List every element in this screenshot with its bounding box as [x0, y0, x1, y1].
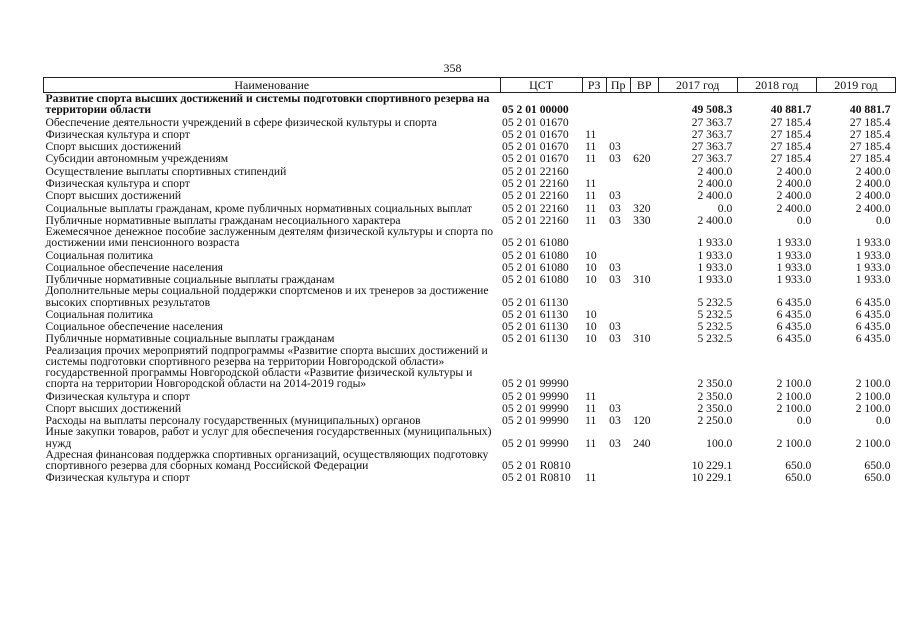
- table-header: [44, 78, 896, 93]
- row-rz: 10: [585, 248, 597, 261]
- row-vr: [630, 389, 658, 401]
- row-2017: 49 508.3: [691, 103, 733, 116]
- row-name: Спорт высших достижений: [45, 189, 182, 202]
- row-2019: 27 185.4: [849, 140, 891, 153]
- row-cst: 05 2 01 R0810: [502, 458, 571, 472]
- table-row: [44, 177, 896, 189]
- table-row: [44, 345, 896, 390]
- row-2019: 1 933.0: [855, 236, 891, 249]
- row-2019: 2 100.0: [855, 401, 891, 415]
- row-2017: 2 400.0: [697, 176, 733, 190]
- row-2017: 5 232.5: [697, 332, 733, 345]
- header-2018: 2018 год: [737, 78, 816, 93]
- table-row: [44, 201, 896, 213]
- row-cst: 05 2 01 22160: [502, 189, 569, 202]
- page-number: 358: [443, 61, 462, 75]
- row-cst: 05 2 01 00000: [502, 103, 569, 116]
- row-pr: [606, 128, 630, 140]
- row-2018: 6 435.0: [776, 320, 812, 333]
- row-2018: 0.0: [796, 414, 812, 427]
- row-2019: 2 400.0: [855, 164, 891, 177]
- table-row: [44, 93, 896, 116]
- row-pr: 03: [609, 260, 621, 274]
- row-vr: [630, 402, 658, 414]
- row-vr: 310: [633, 273, 651, 286]
- row-2018: 40 881.7: [770, 103, 812, 116]
- row-2019: 27 185.4: [849, 115, 891, 128]
- row-vr: 620: [633, 152, 651, 165]
- row-rz: 11: [585, 176, 597, 190]
- row-rz: 10: [585, 273, 597, 286]
- row-rz: 11: [585, 414, 597, 427]
- row-pr: 03: [609, 152, 621, 165]
- row-2017: 1 933.0: [697, 273, 733, 286]
- row-rz: [582, 285, 606, 307]
- row-2017: 5 232.5: [697, 307, 733, 321]
- row-2017: 2 350.0: [697, 401, 733, 415]
- row-rz: 11: [585, 152, 597, 165]
- row-2018: 1 933.0: [776, 260, 812, 274]
- row-rz: 11: [585, 401, 597, 415]
- row-pr: 03: [609, 189, 621, 202]
- row-2017: 0.0: [717, 201, 733, 214]
- table-row: [44, 214, 896, 226]
- row-name: Социальная политика: [45, 307, 154, 321]
- row-2017: 1 933.0: [697, 236, 733, 249]
- row-2018: 1 933.0: [776, 273, 812, 286]
- row-2017: 2 250.0: [697, 414, 733, 427]
- row-name: Обеспечение деятельности учреждений в сфере физической культуры и спорта: [45, 115, 437, 128]
- row-2019: 1 933.0: [855, 260, 891, 274]
- row-name: Субсидии автономным учреждениям: [45, 152, 229, 165]
- row-vr: [630, 471, 658, 483]
- row-pr: [606, 389, 630, 401]
- row-rz: 11: [585, 189, 597, 202]
- table-row: [44, 285, 896, 307]
- row-cst: 05 2 01 22160: [502, 176, 569, 190]
- row-2019: 1 933.0: [855, 248, 891, 261]
- table-row: [44, 471, 896, 483]
- row-2019: 6 435.0: [855, 320, 891, 333]
- row-cst: 05 2 01 22160: [502, 213, 569, 227]
- row-2017: 1 933.0: [697, 248, 733, 261]
- row-cst: 05 2 01 01670: [502, 152, 569, 165]
- row-2017: 27 363.7: [691, 152, 733, 165]
- row-2019: 2 400.0: [855, 176, 891, 190]
- row-pr: [606, 93, 630, 116]
- table-row: [44, 140, 896, 152]
- row-name: Социальные выплаты гражданам, кроме публичных нормативных социальных выплат: [45, 201, 472, 214]
- row-rz: 10: [585, 260, 597, 274]
- row-vr: 240: [633, 436, 651, 449]
- row-cst: 05 2 01 01670: [502, 140, 569, 153]
- table-row: [44, 261, 896, 273]
- row-2018: 2 400.0: [776, 201, 812, 214]
- row-name: Публичные нормативные социальные выплаты гражданам: [45, 332, 335, 345]
- row-rz: 10: [585, 307, 597, 321]
- table-row: [44, 389, 896, 401]
- row-cst: 05 2 01 61080: [502, 260, 569, 274]
- header-2017: 2017 год: [658, 78, 737, 93]
- header-cst: ЦСТ: [500, 78, 582, 93]
- row-rz: 10: [585, 332, 597, 345]
- row-vr: [630, 449, 658, 471]
- row-name: Расходы на выплаты персоналу государственных (муниципальных) органов: [45, 414, 421, 427]
- row-vr: [630, 177, 658, 189]
- row-2017: 10 229.1: [691, 471, 733, 484]
- row-2017: 2 350.0: [697, 377, 733, 390]
- row-cst: 05 2 01 61080: [502, 236, 569, 249]
- row-name: Развитие спорта высших достижений и системы подготовки спортивного резерва на территории области: [45, 92, 490, 116]
- row-2018: 27 185.4: [770, 127, 812, 140]
- row-2019: 650.0: [864, 458, 891, 472]
- row-2019: 2 100.0: [855, 436, 891, 449]
- row-pr: 03: [609, 213, 621, 227]
- row-vr: [630, 115, 658, 127]
- row-pr: 03: [609, 414, 621, 427]
- table-row: [44, 273, 896, 285]
- row-name: Ежемесячное денежное пособие заслуженным деятелям физической культуры и спорта по достижении ими пенсионного возраста: [45, 226, 494, 249]
- row-rz: 11: [585, 201, 597, 214]
- table-row: [44, 402, 896, 414]
- row-2018: 6 435.0: [776, 295, 812, 308]
- row-name: Физическая культура и спорт: [45, 176, 190, 190]
- row-rz: 11: [585, 213, 597, 227]
- row-pr: [606, 449, 630, 471]
- row-cst: 05 2 01 22160: [502, 201, 569, 214]
- row-rz: [582, 449, 606, 471]
- row-vr: [630, 128, 658, 140]
- table-body: [44, 93, 896, 484]
- row-vr: 310: [633, 332, 651, 345]
- row-name: Публичные нормативные социальные выплаты гражданам: [45, 273, 335, 286]
- row-pr: 03: [609, 140, 621, 153]
- row-cst: 05 2 01 99990: [502, 377, 569, 390]
- row-rz: 11: [585, 140, 597, 153]
- header-2019: 2019 год: [816, 78, 895, 93]
- header-pr: Пр: [606, 78, 630, 93]
- row-rz: 11: [585, 127, 597, 140]
- row-2019: 27 185.4: [849, 152, 891, 165]
- row-2019: 0.0: [876, 414, 891, 427]
- row-2018: 2 100.0: [776, 401, 812, 415]
- row-rz: [582, 115, 606, 127]
- row-vr: [630, 261, 658, 273]
- row-vr: 120: [633, 414, 651, 427]
- row-2018: 2 100.0: [776, 377, 812, 390]
- row-name: Спорт высших достижений: [45, 401, 182, 415]
- row-pr: [606, 345, 630, 390]
- row-2017: 1 933.0: [697, 260, 733, 274]
- row-cst: 05 2 01 99990: [502, 414, 569, 427]
- row-name: Публичные нормативные выплаты гражданам несоциального характера: [45, 213, 401, 227]
- row-pr: 03: [609, 320, 621, 333]
- row-pr: [606, 471, 630, 483]
- row-name: Адресная финансовая поддержка спортивных организаций, осуществляющих подготовку спортивного резерва для сборных команд Российской Федерации: [45, 448, 489, 472]
- row-vr: [630, 226, 658, 248]
- row-2017: 2 400.0: [697, 213, 733, 227]
- row-name: Иные закупки товаров, работ и услуг для обеспечения государственных (муниципальных) нужд: [45, 426, 492, 449]
- row-pr: [606, 285, 630, 307]
- row-2018: 1 933.0: [776, 248, 812, 261]
- row-vr: 330: [633, 213, 651, 227]
- row-cst: 05 2 01 61080: [502, 273, 569, 286]
- table-row: [44, 320, 896, 332]
- budget-table: [43, 77, 896, 483]
- header-rz: РЗ: [582, 78, 606, 93]
- row-2018: 650.0: [785, 471, 812, 484]
- row-name: Социальное обеспечение населения: [45, 260, 224, 274]
- row-2019: 2 400.0: [855, 189, 891, 202]
- row-rz: [582, 226, 606, 248]
- row-name: Реализация прочих мероприятий подпрограммы «Развитие спорта высших достижений и системы подготовки спортивного резерва на территории Новгородской области» государственной программы Новгородской области «Развитие физической культуры и спорта на территории Новгородской области на 2014-2019 годы»: [45, 344, 488, 390]
- row-2018: 2 400.0: [776, 189, 812, 202]
- row-vr: [630, 189, 658, 201]
- row-2019: 2 100.0: [855, 377, 891, 390]
- row-2017: 27 363.7: [691, 140, 733, 153]
- row-2018: 27 185.4: [770, 115, 812, 128]
- row-2018: 0.0: [796, 213, 812, 227]
- row-2019: 0.0: [876, 213, 891, 227]
- row-cst: 05 2 01 61130: [502, 307, 569, 321]
- row-2017: 100.0: [706, 436, 733, 449]
- row-2019: 650.0: [864, 471, 891, 484]
- row-pr: [606, 308, 630, 320]
- row-name: Социальное обеспечение населения: [45, 320, 224, 333]
- row-vr: [630, 140, 658, 152]
- row-2018: 1 933.0: [776, 236, 812, 249]
- table-row: [44, 308, 896, 320]
- row-2019: 2 400.0: [855, 201, 891, 214]
- row-vr: [630, 320, 658, 332]
- row-cst: 05 2 01 61130: [502, 332, 569, 345]
- row-pr: 03: [609, 273, 621, 286]
- row-2019: 2 100.0: [855, 389, 891, 402]
- row-2017: 5 232.5: [697, 295, 733, 308]
- row-cst: 05 2 01 99990: [502, 389, 569, 402]
- row-pr: 03: [609, 332, 621, 345]
- row-2017: 5 232.5: [697, 320, 733, 333]
- row-2018: 2 400.0: [776, 176, 812, 190]
- row-rz: [582, 165, 606, 177]
- table-row: [44, 332, 896, 344]
- row-rz: 10: [585, 320, 597, 333]
- row-vr: 320: [633, 201, 651, 214]
- row-2018: 650.0: [785, 458, 812, 472]
- header-vr: ВР: [630, 78, 658, 93]
- row-rz: 11: [585, 471, 597, 484]
- table-row: [44, 226, 896, 248]
- row-cst: 05 2 01 99990: [502, 401, 569, 415]
- row-pr: [606, 165, 630, 177]
- row-2017: 10 229.1: [691, 458, 733, 472]
- table-row: [44, 449, 896, 471]
- row-pr: [606, 248, 630, 260]
- row-2017: 27 363.7: [691, 127, 733, 140]
- row-cst: 05 2 01 01670: [502, 127, 569, 140]
- row-pr: [606, 226, 630, 248]
- row-rz: 11: [585, 436, 597, 449]
- row-vr: [630, 308, 658, 320]
- table-row: [44, 165, 896, 177]
- row-name: Спорт высших достижений: [45, 140, 182, 153]
- row-2018: 6 435.0: [776, 307, 812, 321]
- row-vr: [630, 248, 658, 260]
- row-vr: [630, 285, 658, 307]
- row-2019: 6 435.0: [855, 332, 891, 345]
- row-2019: 1 933.0: [855, 273, 891, 286]
- table-row: [44, 426, 896, 448]
- row-name: Физическая культура и спорт: [45, 471, 190, 484]
- row-vr: [630, 93, 658, 116]
- header-name: Наименование: [44, 78, 501, 93]
- row-2019: 6 435.0: [855, 295, 891, 308]
- row-2017: 2 350.0: [697, 389, 733, 402]
- row-2018: 2 400.0: [776, 164, 812, 177]
- row-rz: 11: [585, 389, 597, 402]
- table-row: [44, 128, 896, 140]
- row-2018: 6 435.0: [776, 332, 812, 345]
- row-2017: 2 400.0: [697, 164, 733, 177]
- row-2019: 27 185.4: [849, 127, 891, 140]
- row-vr: [630, 165, 658, 177]
- row-2018: 27 185.4: [770, 140, 812, 153]
- row-vr: [630, 345, 658, 390]
- row-cst: 05 2 01 99990: [502, 436, 569, 449]
- row-2018: 2 100.0: [776, 436, 812, 449]
- row-2017: 2 400.0: [697, 189, 733, 202]
- row-rz: [582, 345, 606, 390]
- table-row: [44, 152, 896, 164]
- row-cst: 05 2 01 61080: [502, 248, 569, 261]
- table-row: [44, 248, 896, 260]
- row-pr: [606, 177, 630, 189]
- row-2018: 27 185.4: [770, 152, 812, 165]
- table-row: [44, 189, 896, 201]
- row-cst: 05 2 01 61130: [502, 295, 569, 308]
- row-name: Социальная политика: [45, 248, 154, 261]
- table-row: [44, 414, 896, 426]
- row-2019: 40 881.7: [849, 103, 891, 116]
- row-2018: 2 100.0: [776, 389, 812, 402]
- row-cst: 05 2 01 R0810: [502, 471, 571, 484]
- row-pr: [606, 115, 630, 127]
- row-rz: [582, 93, 606, 116]
- row-name: Осуществление выплаты спортивных стипендий: [45, 164, 287, 177]
- row-cst: 05 2 01 22160: [502, 164, 569, 177]
- row-pr: 03: [609, 201, 621, 214]
- row-cst: 05 2 01 01670: [502, 115, 569, 128]
- row-2019: 6 435.0: [855, 307, 891, 321]
- row-2017: 27 363.7: [691, 115, 733, 128]
- row-name: Дополнительные меры социальной поддержки спортсменов и их тренеров за достижение высоких спортивных результатов: [45, 285, 489, 308]
- row-pr: 03: [609, 436, 621, 449]
- row-cst: 05 2 01 61130: [502, 320, 569, 333]
- table-row: [44, 115, 896, 127]
- row-name: Физическая культура и спорт: [45, 127, 190, 140]
- row-name: Физическая культура и спорт: [45, 389, 190, 402]
- row-pr: 03: [609, 401, 621, 415]
